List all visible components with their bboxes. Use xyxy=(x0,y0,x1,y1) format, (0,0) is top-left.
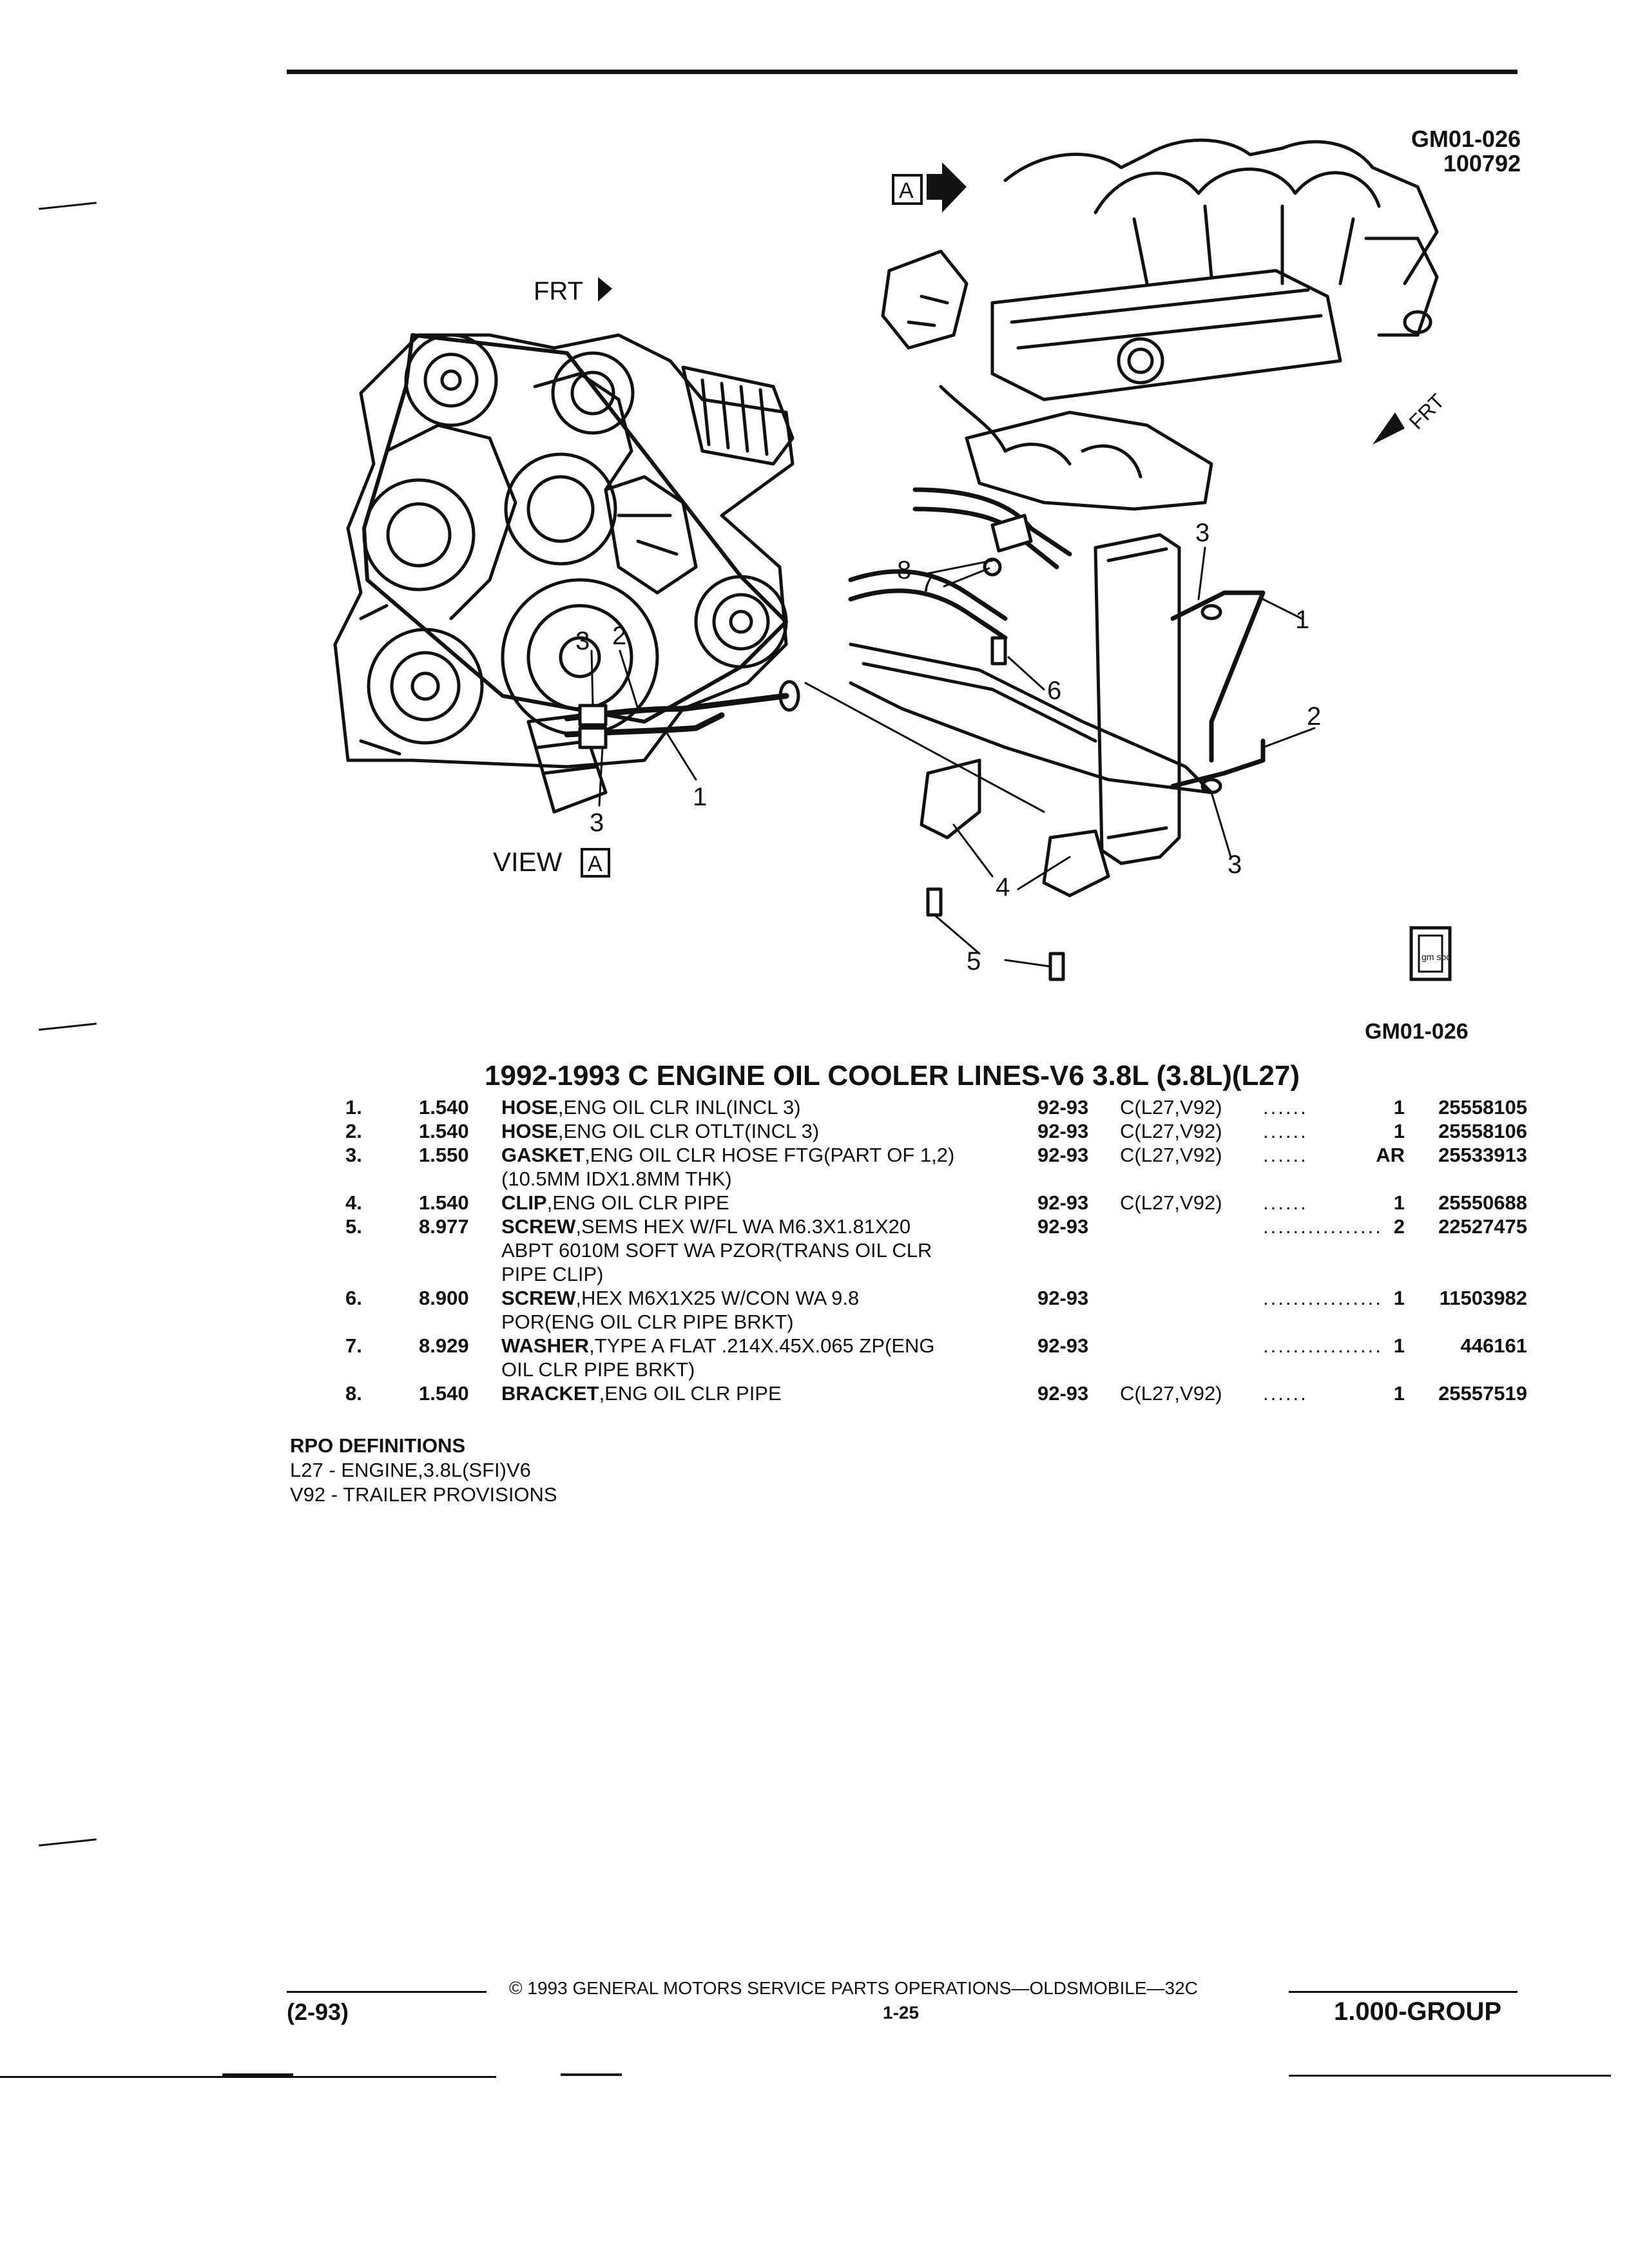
footer-group: 1.000-GROUP xyxy=(1334,1997,1502,2026)
usage-code: C(L27,V92) xyxy=(1120,1382,1222,1405)
leader-dots: ...... xyxy=(1263,1382,1308,1405)
group-number: 1.540 xyxy=(419,1382,469,1405)
part-description xyxy=(501,1334,935,1358)
quantity: 2 xyxy=(1393,1215,1405,1238)
callout-left-1: 1 xyxy=(693,783,708,811)
part-desc-text: ,TYPE A FLAT .214X.45X.065 ZP(ENG xyxy=(589,1334,935,1357)
part-name: GASKET xyxy=(501,1144,585,1166)
leader-dots: ...... xyxy=(1263,1096,1308,1119)
part-name: BRACKET xyxy=(501,1382,599,1405)
model-years: 92-93 xyxy=(1037,1287,1089,1309)
part-name: HOSE xyxy=(501,1120,558,1142)
group-number: 1.550 xyxy=(419,1144,469,1166)
footer-rule-left xyxy=(287,1991,487,1993)
part-number: 25533913 xyxy=(1438,1144,1527,1166)
callout-left-2: 2 xyxy=(612,622,627,650)
footer-copyright: © 1993 GENERAL MOTORS SERVICE PARTS OPERATIONS—OLDSMOBILE—32C xyxy=(509,1978,1198,1998)
spo-badge-text: gm spo xyxy=(1422,952,1451,962)
part-number: 446161 xyxy=(1460,1334,1527,1357)
engine-front-view xyxy=(335,335,798,812)
rpo-heading: RPO DEFINITIONS xyxy=(290,1434,466,1457)
part-desc-text: ,ENG OIL CLR INL(INCL 3) xyxy=(557,1096,801,1119)
part-description xyxy=(501,1381,782,1405)
item-number: 6. xyxy=(345,1287,362,1309)
view-a-arrow xyxy=(927,162,967,213)
part-name: HOSE xyxy=(501,1096,558,1119)
part-desc-continuation: PIPE CLIP) xyxy=(501,1263,604,1285)
part-name: CLIP xyxy=(501,1191,547,1214)
callout-right-3b: 3 xyxy=(1228,850,1242,879)
usage-code: C(L27,V92) xyxy=(1120,1144,1222,1166)
item-number: 5. xyxy=(345,1215,362,1238)
part-desc-text: ,ENG OIL CLR PIPE xyxy=(599,1382,782,1405)
part-desc-text: ,ENG OIL CLR PIPE xyxy=(546,1191,729,1214)
group-number: 8.929 xyxy=(419,1334,469,1357)
item-number: 4. xyxy=(345,1191,362,1214)
figure-code: GM01-026 xyxy=(1365,1019,1469,1044)
oil-cooler-illustration xyxy=(0,0,1629,1044)
parts-title: 1992-1993 C ENGINE OIL COOLER LINES-V6 3.8L (3.8L)(L27) xyxy=(485,1060,1300,1091)
quantity: 1 xyxy=(1393,1382,1405,1405)
margin-tick xyxy=(39,1023,97,1030)
footer-date-code: (2-93) xyxy=(287,1999,349,2025)
parts-row xyxy=(335,1334,1527,1381)
group-number: 1.540 xyxy=(419,1120,469,1142)
callout-right-1: 1 xyxy=(1295,606,1310,634)
bottom-scan-dash xyxy=(561,2073,622,2076)
part-name: SCREW xyxy=(501,1215,576,1238)
frt-label-left: FRT xyxy=(534,277,584,305)
leader-dots: ................ xyxy=(1263,1215,1383,1238)
callout-right-6: 6 xyxy=(1047,677,1062,705)
part-number: 11503982 xyxy=(1439,1287,1527,1309)
part-description xyxy=(501,1095,801,1119)
group-number: 8.977 xyxy=(419,1215,469,1238)
part-description xyxy=(501,1191,729,1215)
callout-right-5: 5 xyxy=(967,947,981,975)
rpo-definitions xyxy=(290,1434,557,1507)
item-number: 8. xyxy=(345,1382,362,1405)
parts-row xyxy=(335,1095,1527,1119)
leader-dots: ...... xyxy=(1263,1191,1308,1214)
parts-row xyxy=(335,1381,1527,1405)
callout-right-4: 4 xyxy=(996,873,1010,901)
margin-tick xyxy=(39,1838,97,1846)
footer-page-number: 1-25 xyxy=(883,2003,920,2023)
part-desc-text: ,HEX M6X1X25 W/CON WA 9.8 xyxy=(575,1287,860,1309)
part-desc-continuation: (10.5MM IDX1.8MM THK) xyxy=(501,1168,732,1190)
quantity: 1 xyxy=(1393,1334,1405,1357)
view-a-label: VIEW xyxy=(493,847,563,877)
part-desc-continuation: POR(ENG OIL CLR PIPE BRKT) xyxy=(501,1311,794,1333)
bottom-scan-dash xyxy=(222,2073,293,2077)
part-number: 25550688 xyxy=(1438,1191,1527,1214)
parts-row xyxy=(335,1191,1527,1215)
model-years: 92-93 xyxy=(1037,1334,1089,1357)
quantity: 1 xyxy=(1393,1096,1405,1119)
part-desc-continuation: ABPT 6010M SOFT WA PZOR(TRANS OIL CLR xyxy=(501,1239,932,1262)
quantity: 1 xyxy=(1393,1191,1405,1214)
group-number: 1.540 xyxy=(419,1191,469,1214)
part-description xyxy=(501,1286,859,1310)
item-number: 7. xyxy=(345,1334,362,1357)
parts-row xyxy=(335,1143,1527,1191)
group-number: 8.900 xyxy=(419,1287,469,1309)
quantity: 1 xyxy=(1393,1287,1405,1309)
part-name: WASHER xyxy=(501,1334,590,1357)
model-years: 92-93 xyxy=(1037,1215,1089,1238)
part-desc-text: ,SEMS HEX W/FL WA M6.3X1.81X20 xyxy=(575,1215,911,1238)
part-name: SCREW xyxy=(501,1287,576,1309)
frt-label-right: FRT xyxy=(1404,389,1449,434)
callout-right-2: 2 xyxy=(1307,702,1322,731)
leader-dots: ................ xyxy=(1263,1287,1383,1309)
model-years: 92-93 xyxy=(1037,1382,1089,1405)
ref-code: GM01-026 xyxy=(1411,126,1521,152)
model-years: 92-93 xyxy=(1037,1120,1089,1142)
ref-date: 100792 xyxy=(1443,150,1521,177)
part-number: 25558106 xyxy=(1438,1120,1527,1142)
callout-left-3b: 3 xyxy=(590,809,604,837)
part-desc-text: ,ENG OIL CLR OTLT(INCL 3) xyxy=(557,1120,820,1142)
rpo-line: V92 - TRAILER PROVISIONS xyxy=(290,1483,557,1506)
model-years: 92-93 xyxy=(1037,1096,1089,1119)
part-description xyxy=(501,1143,954,1167)
part-number: 25558105 xyxy=(1438,1096,1527,1119)
parts-row xyxy=(335,1286,1527,1334)
leader-dots: ...... xyxy=(1263,1120,1308,1142)
callout-right-3a: 3 xyxy=(1195,519,1210,547)
model-years: 92-93 xyxy=(1037,1144,1089,1166)
view-a-box-letter: A xyxy=(588,852,602,876)
item-number: 3. xyxy=(345,1144,362,1166)
callout-right-8: 8 xyxy=(897,556,912,584)
footer-rule-right xyxy=(1289,1991,1518,1993)
callout-right-7: 7 xyxy=(920,569,935,597)
part-number: 22527475 xyxy=(1438,1215,1527,1238)
part-desc-text: ,ENG OIL CLR HOSE FTG(PART OF 1,2) xyxy=(584,1144,955,1166)
parts-row xyxy=(335,1215,1527,1286)
frt-arrow-right xyxy=(1373,412,1405,445)
callout-left-3a: 3 xyxy=(575,627,590,655)
usage-code: C(L27,V92) xyxy=(1120,1191,1222,1214)
bottom-scan-line xyxy=(1289,2075,1611,2077)
frt-arrow-left xyxy=(598,277,612,302)
a-marker-letter: A xyxy=(899,178,914,203)
part-desc-continuation: OIL CLR PIPE BRKT) xyxy=(501,1358,695,1381)
quantity: 1 xyxy=(1393,1120,1405,1142)
item-number: 2. xyxy=(345,1120,362,1142)
item-number: 1. xyxy=(345,1096,362,1119)
quantity: AR xyxy=(1376,1144,1405,1166)
usage-code: C(L27,V92) xyxy=(1120,1096,1222,1119)
rpo-line: L27 - ENGINE,3.8L(SFI)V6 xyxy=(290,1459,531,1481)
model-years: 92-93 xyxy=(1037,1191,1089,1214)
part-number: 25557519 xyxy=(1438,1382,1527,1405)
part-description xyxy=(501,1215,911,1238)
part-description xyxy=(501,1119,819,1143)
group-number: 1.540 xyxy=(419,1096,469,1119)
parts-row xyxy=(335,1119,1527,1143)
leader-dots: ................ xyxy=(1263,1334,1383,1357)
usage-code: C(L27,V92) xyxy=(1120,1120,1222,1142)
leader-dots: ...... xyxy=(1263,1144,1308,1166)
